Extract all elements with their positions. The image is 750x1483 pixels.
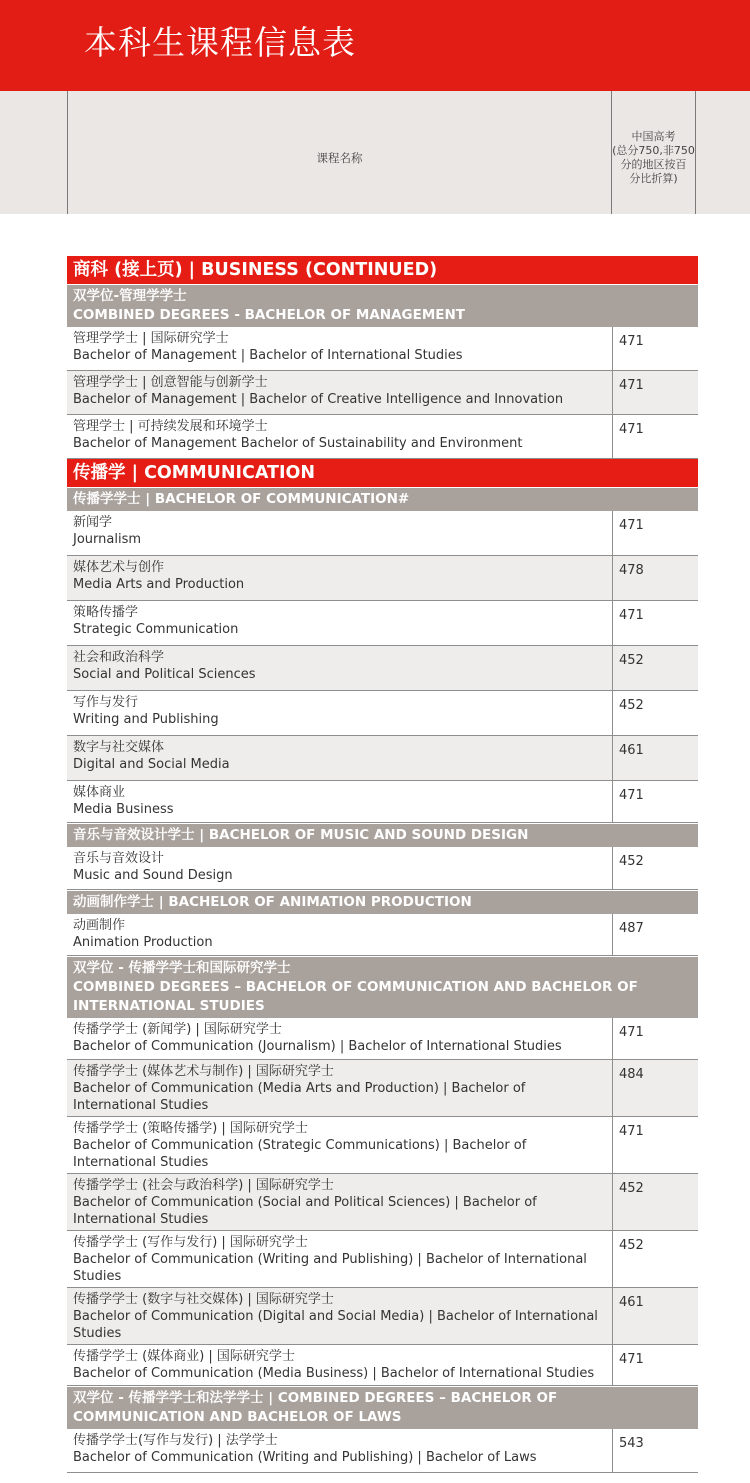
course-name-en: Bachelor of Communication (Digital and Social Media) | Bachelor of International Studies [73, 1309, 598, 1341]
course-name-zh: 音乐与音效设计 [73, 851, 165, 866]
table-row [67, 371, 698, 415]
section-header: 商科 (接上页) | BUSINESS (CONTINUED) [67, 256, 698, 284]
subsection-header [67, 823, 698, 847]
score-cell: 471 [613, 1018, 698, 1059]
table-row [67, 646, 698, 691]
course-name-zh: 数字与社交媒体 [73, 740, 165, 755]
score-cell: 461 [613, 1288, 698, 1344]
course-name-en: Bachelor of Communication (Strategic Communications) | Bachelor of International Studies [73, 1138, 527, 1170]
course-name-zh: 管理学士 | 可持续发展和环境学士 [73, 419, 268, 434]
subsection-line: 动画制作学士 | BACHELOR OF ANIMATION PRODUCTION [73, 894, 472, 910]
course-cell [67, 327, 613, 370]
course-name-zh: 传播学学士 (媒体艺术与制作) | 国际研究学士 [73, 1064, 334, 1079]
course-name-en: Bachelor of Management | Bachelor of Creative Intelligence and Innovation [73, 392, 564, 407]
course-cell [67, 1429, 613, 1472]
score-cell: 471 [613, 1117, 698, 1173]
course-name-en: Bachelor of Management | Bachelor of International Studies [73, 348, 463, 363]
score-cell: 461 [613, 736, 698, 780]
subsection-header [67, 1386, 698, 1429]
course-cell [67, 1018, 613, 1059]
score-cell: 471 [613, 327, 698, 370]
course-name-en: Bachelor of Communication (Journalism) | Bachelor of International Studies [73, 1039, 562, 1054]
section-header: 传播学 | COMMUNICATION [67, 459, 698, 487]
table-row [67, 1231, 698, 1288]
course-name-zh: 媒体商业 [73, 785, 126, 800]
course-name-zh: 动画制作 [73, 918, 126, 933]
course-name-en: Strategic Communication [73, 622, 239, 637]
score-cell: 484 [613, 1060, 698, 1116]
course-table [67, 256, 698, 1473]
course-cell [67, 1060, 613, 1116]
score-header-line: 分的地区按百 [620, 158, 687, 171]
course-name-en: Social and Political Sciences [73, 667, 256, 682]
table-row [67, 556, 698, 601]
table-row [67, 601, 698, 646]
score-cell: 471 [613, 415, 698, 458]
score-cell: 471 [613, 511, 698, 555]
course-cell [67, 736, 613, 780]
subsection-line: 双学位 - 传播学学士和法学学士 | COMBINED DEGREES – BACHELOR OF [73, 1390, 558, 1406]
table-row [67, 511, 698, 556]
course-name-en: Digital and Social Media [73, 757, 230, 772]
course-name-header: 课程名称 [316, 151, 363, 165]
course-name-zh: 管理学学士 | 国际研究学士 [73, 331, 229, 346]
score-header-line: 分比折算) [629, 172, 678, 185]
course-name-zh: 传播学学士 (策略传播学) | 国际研究学士 [73, 1121, 308, 1136]
course-cell [67, 601, 613, 645]
course-name-en: Media Business [73, 802, 174, 817]
table-row [67, 1060, 698, 1117]
subsection-header [67, 890, 698, 914]
score-header-line: (总分750,非750 [612, 144, 695, 157]
score-cell: 487 [613, 914, 698, 955]
subsection-line: 双学位 - 传播学学士和国际研究学士 [73, 960, 291, 976]
course-name-en: Journalism [73, 532, 142, 547]
table-row [67, 1288, 698, 1345]
course-name-zh: 传播学学士(写作与发行) | 法学学士 [73, 1433, 278, 1448]
course-name-en: Media Arts and Production [73, 577, 245, 592]
course-cell [67, 556, 613, 600]
subsection-header [67, 956, 698, 1018]
score-cell: 452 [613, 691, 698, 735]
table-row [67, 1429, 698, 1473]
course-name-en: Bachelor of Communication (Social and Political Sciences) | Bachelor of International Studies [73, 1195, 537, 1227]
course-cell [67, 914, 613, 955]
table-row [67, 327, 698, 371]
table-row [67, 914, 698, 956]
course-name-en: Bachelor of Communication (Writing and Publishing) | Bachelor of Laws [73, 1450, 537, 1465]
course-cell [67, 1231, 613, 1287]
subsection-line: 音乐与音效设计学士 | BACHELOR OF MUSIC AND SOUND DESIGN [73, 827, 529, 843]
table-row [67, 781, 698, 823]
table-row [67, 1345, 698, 1386]
course-cell [67, 1345, 613, 1385]
course-name-zh: 策略传播学 [73, 605, 139, 620]
table-row [67, 847, 698, 890]
subsection-header [67, 284, 698, 327]
table-row [67, 1117, 698, 1174]
score-cell: 452 [613, 646, 698, 690]
score-cell: 478 [613, 556, 698, 600]
subsection-header [67, 487, 698, 511]
course-name-zh: 传播学学士 (社会与政治科学) | 国际研究学士 [73, 1178, 334, 1193]
course-name-en: Music and Sound Design [73, 868, 233, 883]
course-cell [67, 646, 613, 690]
course-name-zh: 传播学学士 (写作与发行) | 国际研究学士 [73, 1235, 308, 1250]
course-name-en: Bachelor of Communication (Writing and Publishing) | Bachelor of International Studies [73, 1252, 587, 1284]
course-name-zh: 管理学学士 | 创意智能与创新学士 [73, 375, 268, 390]
course-name-zh: 社会和政治科学 [73, 650, 165, 665]
title-bar [0, 0, 750, 91]
course-cell [67, 691, 613, 735]
score-cell: 543 [613, 1429, 698, 1472]
table-row [67, 691, 698, 736]
course-cell [67, 1174, 613, 1230]
course-name-en: Bachelor of Communication (Media Business) | Bachelor of International Studies [73, 1366, 595, 1381]
course-cell [67, 781, 613, 822]
score-cell: 471 [613, 371, 698, 414]
course-name-en: Writing and Publishing [73, 712, 219, 727]
table-row [67, 1018, 698, 1060]
course-name-en: Bachelor of Management Bachelor of Sustainability and Environment [73, 436, 523, 451]
table-row [67, 1174, 698, 1231]
course-name-zh: 新闻学 [73, 515, 113, 530]
subsection-line: 双学位-管理学学士 [73, 288, 187, 304]
course-name-zh: 写作与发行 [73, 695, 139, 710]
score-cell: 452 [613, 1231, 698, 1287]
course-cell [67, 1288, 613, 1344]
course-cell [67, 1117, 613, 1173]
course-cell [67, 371, 613, 414]
course-cell [67, 847, 613, 889]
course-cell [67, 511, 613, 555]
subsection-line: INTERNATIONAL STUDIES [73, 998, 265, 1014]
course-name-zh: 传播学学士 (数字与社交媒体) | 国际研究学士 [73, 1292, 334, 1307]
score-cell: 471 [613, 781, 698, 822]
score-cell: 452 [613, 847, 698, 889]
score-cell: 452 [613, 1174, 698, 1230]
page-title: 本科生课程信息表 [84, 23, 356, 62]
course-name-zh: 传播学学士 (新闻学) | 国际研究学士 [73, 1022, 282, 1037]
subsection-line: COMBINED DEGREES – BACHELOR OF COMMUNICATION AND BACHELOR OF [73, 979, 638, 995]
header-divider [695, 91, 696, 214]
score-cell: 471 [613, 601, 698, 645]
course-name-en: Animation Production [73, 935, 213, 950]
course-name-zh: 传播学学士 (媒体商业) | 国际研究学士 [73, 1349, 295, 1364]
subsection-line: COMMUNICATION AND BACHELOR OF LAWS [73, 1409, 402, 1425]
subsection-line: 传播学学士 | BACHELOR OF COMMUNICATION# [73, 491, 410, 507]
subsection-line: COMBINED DEGREES - BACHELOR OF MANAGEMENT [73, 307, 465, 323]
table-row [67, 736, 698, 781]
score-header-line: 中国高考 [631, 130, 676, 143]
course-name-en: Bachelor of Communication (Media Arts and Production) | Bachelor of International Studies [73, 1081, 526, 1113]
table-row [67, 415, 698, 459]
score-cell: 471 [613, 1345, 698, 1385]
course-cell [67, 415, 613, 458]
course-name-zh: 媒体艺术与创作 [73, 560, 165, 575]
score-header [612, 130, 695, 186]
